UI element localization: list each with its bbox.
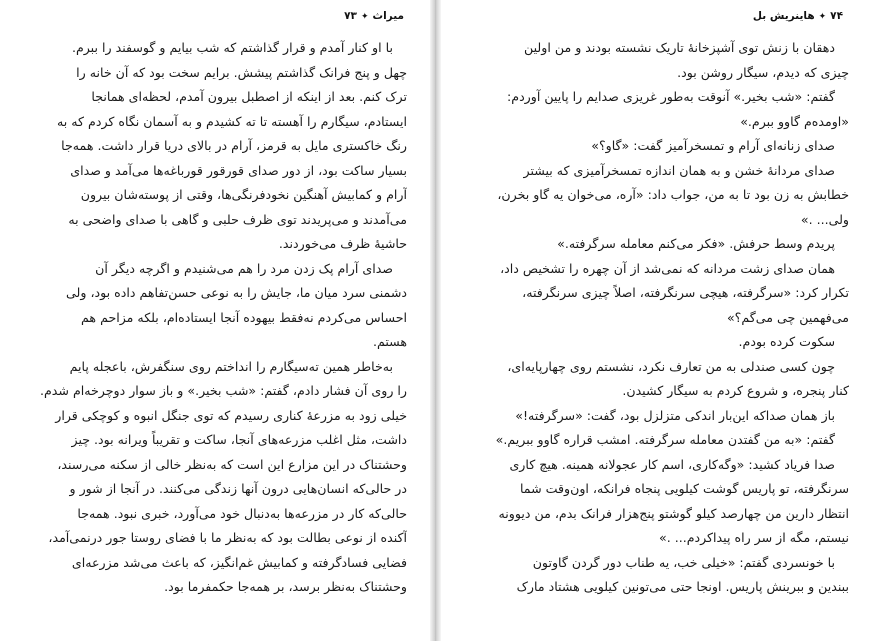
text-line: را روی آن فشار دادم، گفتم: «شب بخیر.» و باز سوار دوچرخه‌ام شدم.	[39, 383, 407, 398]
text-line: همان صدای زشت مردانه که نمی‌شد از آن چهره را تشخیص داد،	[500, 260, 835, 276]
text-line: انتظار دارین من چهارصد کیلو گوشتو پنج‌هزار فرانک بدم، من دیوونه	[498, 505, 849, 521]
text-line: آرام و کمابیش آهنگین نخودفرنگی‌ها، وقتی از پوسته‌شان بیرون	[80, 187, 407, 202]
right-page-number: ۷۴	[830, 10, 843, 22]
text-line: به‌خاطر همین ته‌سیگارم را انداختم روی سنگفرش، باعجله پایم	[69, 358, 393, 374]
text-line: حالی‌که کار در مزرعه‌ها به‌دنبال خود می‌آورد، خبری نبود. همه‌جا	[77, 505, 407, 521]
star-ornament-icon: ✦	[818, 12, 827, 22]
star-ornament-icon: ✦	[360, 12, 369, 22]
text-line: با او کنار آمدم و قرار گذاشتم که شب بیایم و گوسفند را ببرم.	[71, 40, 393, 55]
text-line: احساس می‌کردم نه‌فقط بیهوده آنجا ایستاده‌ام، بلکه مزاحم هم	[81, 309, 407, 325]
text-line: داشت، مثل اغلب مزرعه‌های آنجا، ساکت و تقریباً ویرانه بود. چیز	[71, 432, 407, 447]
text-line: صدای زنانه‌ای آرام و تمسخرآمیز گفت: «گاو؟»	[591, 138, 835, 153]
right-page	[441, 0, 871, 641]
text-line: صدا فریاد کشید: «وگه‌کاری، اسم کار عجولانه همینه. هیچ کاری	[509, 456, 835, 472]
text-line: ولی... .»	[800, 211, 849, 227]
text-line: پریدم وسط حرفش. «فکر می‌کنم معامله سرگرفته.»	[557, 236, 835, 251]
right-page-title: هاینریش بل	[752, 10, 815, 22]
text-line: ترک کنم. بعد از اینکه از اصطبل بیرون آمدم، لحظه‌ای همانجا	[91, 89, 407, 104]
left-page-title: میراث	[372, 10, 404, 22]
text-line: در حالی‌که انسان‌هایی درون آنها زندگی می‌کنند. در آنجا از شور و	[69, 481, 407, 496]
text-line: با خونسردی گفتم: «خیلی خب، یه طناب دور گردن گاوتون	[532, 554, 835, 570]
left-page-header	[344, 10, 404, 22]
text-line: آکنده از نوعی بطالت بود که به‌نظر ما با فضای روستا جور درنمی‌آمد،	[48, 530, 407, 545]
text-line: سرنگرفته، تو پاریس گوشت کیلویی پنجاه فرانکه، اون‌وقت شما	[519, 481, 849, 496]
text-line: کنار پنجره، و شروع کردم به سیگار کشیدن.	[622, 383, 849, 398]
right-page-header	[441, 10, 843, 22]
text-line: خطابش به زن بود تا به من، جواب داد: «آره، می‌خوان یه گاو بخرن،	[497, 187, 849, 202]
text-line: ببندین و ببرینش پاریس. اونجا حتی می‌تونین کیلویی هشتاد مارک	[516, 579, 849, 594]
text-line: چهل و پنج فرانک گذاشتم پیشش. برایم سخت بود که آن خانه را	[76, 64, 407, 80]
text-line: می‌آمدند و می‌پریدند توی ظرف حلبی و گاهی با صدای واضحی به	[68, 211, 407, 227]
text-line: چیزی که دیدم، سیگار روشن بود.	[677, 64, 849, 80]
text-line: نیستم، مگه از سر راه پیداکردم... .»	[658, 530, 849, 545]
text-line: فضایی فسادگرفته و کمابیش غم‌انگیز، که باعث می‌شد مزرعه‌ای	[71, 554, 407, 570]
left-page-number: ۷۳	[344, 10, 357, 22]
text-line: بسیار ساکت بود، از دور صدای قورقور قورباغه‌ها می‌آمد و صدای	[70, 162, 407, 178]
text-line: دهقان با زنش توی آشپزخانهٔ تاریک نشسته بودند و من اولین	[524, 40, 835, 55]
text-line: وحشتناک در این مزارع این است که به‌نظر خالی از سکنه می‌رسند،	[57, 456, 407, 472]
left-page	[0, 0, 430, 641]
text-line: گفتم: «به من گفتدن معامله سرگرفته. امشب قراره گاوو ببریم.»	[495, 432, 835, 447]
text-line: خیلی زود به مزرعهٔ کناری رسیدم که توی جنگل انبوه و کوچکی قرار	[55, 407, 407, 423]
left-page-body	[27, 36, 407, 600]
text-line: هستم.	[372, 334, 407, 349]
text-line: رنگ خاکستری مایل به قرمز، آرام در بالای دریا قرار داشت. همه‌جا	[61, 138, 407, 153]
text-line: وحشتناک به‌نظر برسد، بر همه‌جا حکمفرما بود.	[164, 579, 407, 594]
text-line: ایستادم، سیگارم را آهسته تا ته کشیدم و به آسمان نگاه کردم که به	[57, 113, 407, 129]
text-line: تکرار کرد: «سرگرفته، هیچی سرنگرفته، اصلاً چیزی سرنگرفته،	[522, 285, 849, 300]
text-line: «اومده‌م گاوو ببرم.»	[740, 113, 849, 129]
right-page-body	[494, 36, 849, 600]
text-line: صدای آرام پک زدن مرد را هم می‌شنیدم و اگرچه دیگر آن	[95, 260, 393, 276]
book-gutter	[430, 0, 441, 641]
text-line: گفتم: «شب بخیر.» آنوقت به‌طور غریزی صدایم را پایین آوردم:	[507, 89, 835, 104]
text-line: می‌فهمین چی می‌گم؟»	[726, 309, 849, 325]
text-line: باز همان صداکه این‌بار اندکی متزلزل بود، گفت: «سرگرفته!»	[515, 407, 835, 423]
text-line: صدای مردانهٔ خشن و به همان اندازه تمسخرآمیزی که بیشتر	[523, 162, 835, 178]
text-line: حاشیهٔ ظرف می‌خوردند.	[278, 236, 407, 251]
text-line: چون کسی صندلی به من تعارف نکرد، نشستم روی چهارپایه‌ای،	[507, 358, 835, 374]
text-line: سکوت کرده بودم.	[738, 334, 835, 349]
text-line: دشمنی سرد میان ما، جایش را به نوعی حسن‌تفاهم داده بود، ولی	[66, 285, 407, 300]
